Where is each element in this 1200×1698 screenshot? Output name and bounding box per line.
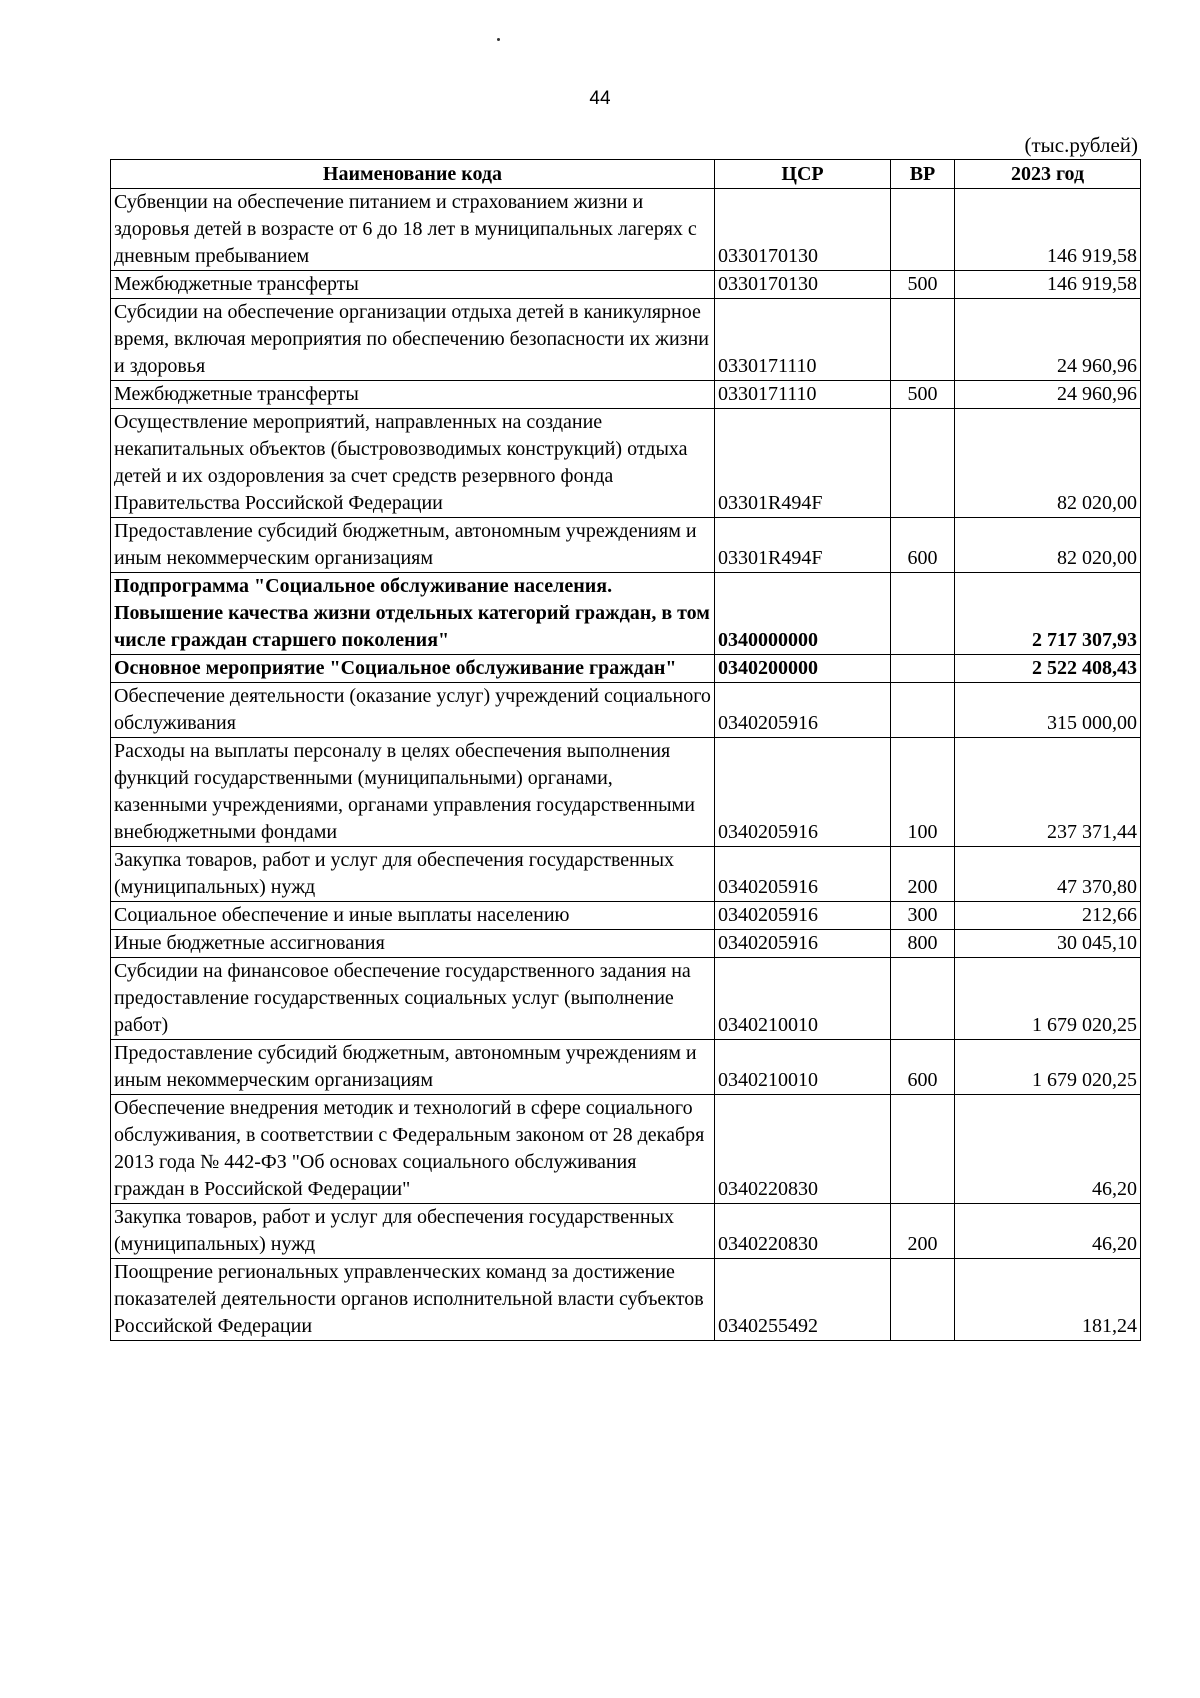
row-name: Поощрение региональных управленческих команд за достижение показателей деятельности органов исполнительной власти субъектов Российской Федерации [111, 1259, 715, 1341]
row-csr: 0330171110 [715, 299, 891, 381]
table-row [111, 381, 1141, 409]
row-csr: 03301R494F [715, 409, 891, 518]
scan-speck [497, 38, 500, 41]
row-amount: 146 919,58 [955, 271, 1141, 299]
table-row [111, 930, 1141, 958]
row-amount: 212,66 [955, 902, 1141, 930]
table-row [111, 738, 1141, 847]
row-name: Иные бюджетные ассигнования [111, 930, 715, 958]
row-amount: 24 960,96 [955, 299, 1141, 381]
row-name: Обеспечение внедрения методик и технологий в сфере социального обслуживания, в соответствии с Федеральным законом от 28 декабря 2013 года № 442-ФЗ "Об основах социального обслуживания граждан в Российской Федерации" [111, 1095, 715, 1204]
row-name: Осуществление мероприятий, направленных на создание некапитальных объектов (быстровозводимых конструкций) отдыха детей и их оздоровления за счет средств резервного фонда Правительства Российской Федерации [111, 409, 715, 518]
row-vr [891, 409, 955, 518]
table-row [111, 518, 1141, 573]
table-row [111, 299, 1141, 381]
row-vr: 100 [891, 738, 955, 847]
row-name: Закупка товаров, работ и услуг для обеспечения государственных (муниципальных) нужд [111, 847, 715, 902]
table-row [111, 847, 1141, 902]
row-csr: 0340205916 [715, 930, 891, 958]
table-row [111, 655, 1141, 683]
row-amount: 181,24 [955, 1259, 1141, 1341]
row-amount: 1 679 020,25 [955, 1040, 1141, 1095]
unit-note: (тыс.рублей) [1024, 133, 1138, 157]
row-vr [891, 1259, 955, 1341]
header-amount: 2023 год [955, 160, 1141, 189]
row-name: Межбюджетные трансферты [111, 271, 715, 299]
row-vr: 500 [891, 381, 955, 409]
row-amount: 46,20 [955, 1095, 1141, 1204]
row-name: Межбюджетные трансферты [111, 381, 715, 409]
row-csr: 0340220830 [715, 1204, 891, 1259]
header-name: Наименование кода [111, 160, 715, 189]
row-amount: 2 522 408,43 [955, 655, 1141, 683]
row-vr [891, 189, 955, 271]
row-csr: 0340205916 [715, 738, 891, 847]
budget-table [110, 159, 1141, 1341]
header-vr: ВР [891, 160, 955, 189]
row-name: Субвенции на обеспечение питанием и страхованием жизни и здоровья детей в возрасте от 6 до 18 лет в муниципальных лагерях с дневным пребыванием [111, 189, 715, 271]
row-amount: 2 717 307,93 [955, 573, 1141, 655]
row-name: Обеспечение деятельности (оказание услуг) учреждений социального обслуживания [111, 683, 715, 738]
table-row [111, 573, 1141, 655]
row-csr: 0340205916 [715, 902, 891, 930]
row-amount: 46,20 [955, 1204, 1141, 1259]
row-vr: 300 [891, 902, 955, 930]
table-row [111, 958, 1141, 1040]
row-amount: 1 679 020,25 [955, 958, 1141, 1040]
row-csr: 0330171110 [715, 381, 891, 409]
row-csr: 0330170130 [715, 271, 891, 299]
table-header-row [111, 160, 1141, 189]
row-amount: 315 000,00 [955, 683, 1141, 738]
row-name: Предоставление субсидий бюджетным, автономным учреждениям и иным некоммерческим организациям [111, 518, 715, 573]
row-vr: 200 [891, 1204, 955, 1259]
row-vr [891, 573, 955, 655]
row-name: Расходы на выплаты персоналу в целях обеспечения выполнения функций государственными (муниципальными) органами, казенными учреждениями, органами управления государственными внебюджетными фондами [111, 738, 715, 847]
row-name: Субсидии на обеспечение организации отдыха детей в каникулярное время, включая мероприятия по обеспечению безопасности их жизни и здоровья [111, 299, 715, 381]
row-vr: 500 [891, 271, 955, 299]
row-amount: 47 370,80 [955, 847, 1141, 902]
row-vr [891, 655, 955, 683]
row-csr: 0340210010 [715, 958, 891, 1040]
row-amount: 82 020,00 [955, 518, 1141, 573]
row-name: Основное мероприятие "Социальное обслуживание граждан" [111, 655, 715, 683]
row-csr: 0340000000 [715, 573, 891, 655]
table-row [111, 683, 1141, 738]
table-row [111, 1204, 1141, 1259]
table-row [111, 902, 1141, 930]
row-csr: 0340210010 [715, 1040, 891, 1095]
row-vr [891, 299, 955, 381]
header-csr: ЦСР [715, 160, 891, 189]
row-vr: 200 [891, 847, 955, 902]
row-csr: 0340255492 [715, 1259, 891, 1341]
table-row [111, 1040, 1141, 1095]
table-row [111, 271, 1141, 299]
row-vr: 800 [891, 930, 955, 958]
row-vr [891, 683, 955, 738]
row-vr [891, 1095, 955, 1204]
table-body [111, 189, 1141, 1341]
row-amount: 24 960,96 [955, 381, 1141, 409]
row-amount: 146 919,58 [955, 189, 1141, 271]
page-number: 44 [589, 88, 611, 109]
row-vr [891, 958, 955, 1040]
row-name: Социальное обеспечение и иные выплаты населению [111, 902, 715, 930]
table-row [111, 189, 1141, 271]
row-csr: 0340220830 [715, 1095, 891, 1204]
row-vr: 600 [891, 1040, 955, 1095]
row-vr: 600 [891, 518, 955, 573]
row-csr: 0330170130 [715, 189, 891, 271]
row-amount: 82 020,00 [955, 409, 1141, 518]
row-amount: 237 371,44 [955, 738, 1141, 847]
row-csr: 0340200000 [715, 655, 891, 683]
row-name: Подпрограмма "Социальное обслуживание населения. Повышение качества жизни отдельных категорий граждан, в том числе граждан старшего поколения" [111, 573, 715, 655]
row-name: Закупка товаров, работ и услуг для обеспечения государственных (муниципальных) нужд [111, 1204, 715, 1259]
row-name: Предоставление субсидий бюджетным, автономным учреждениям и иным некоммерческим организациям [111, 1040, 715, 1095]
row-amount: 30 045,10 [955, 930, 1141, 958]
row-csr: 0340205916 [715, 683, 891, 738]
table-row [111, 1095, 1141, 1204]
row-csr: 0340205916 [715, 847, 891, 902]
row-name: Субсидии на финансовое обеспечение государственного задания на предоставление государственных социальных услуг (выполнение работ) [111, 958, 715, 1040]
table-row [111, 1259, 1141, 1341]
row-csr: 03301R494F [715, 518, 891, 573]
table-row [111, 409, 1141, 518]
